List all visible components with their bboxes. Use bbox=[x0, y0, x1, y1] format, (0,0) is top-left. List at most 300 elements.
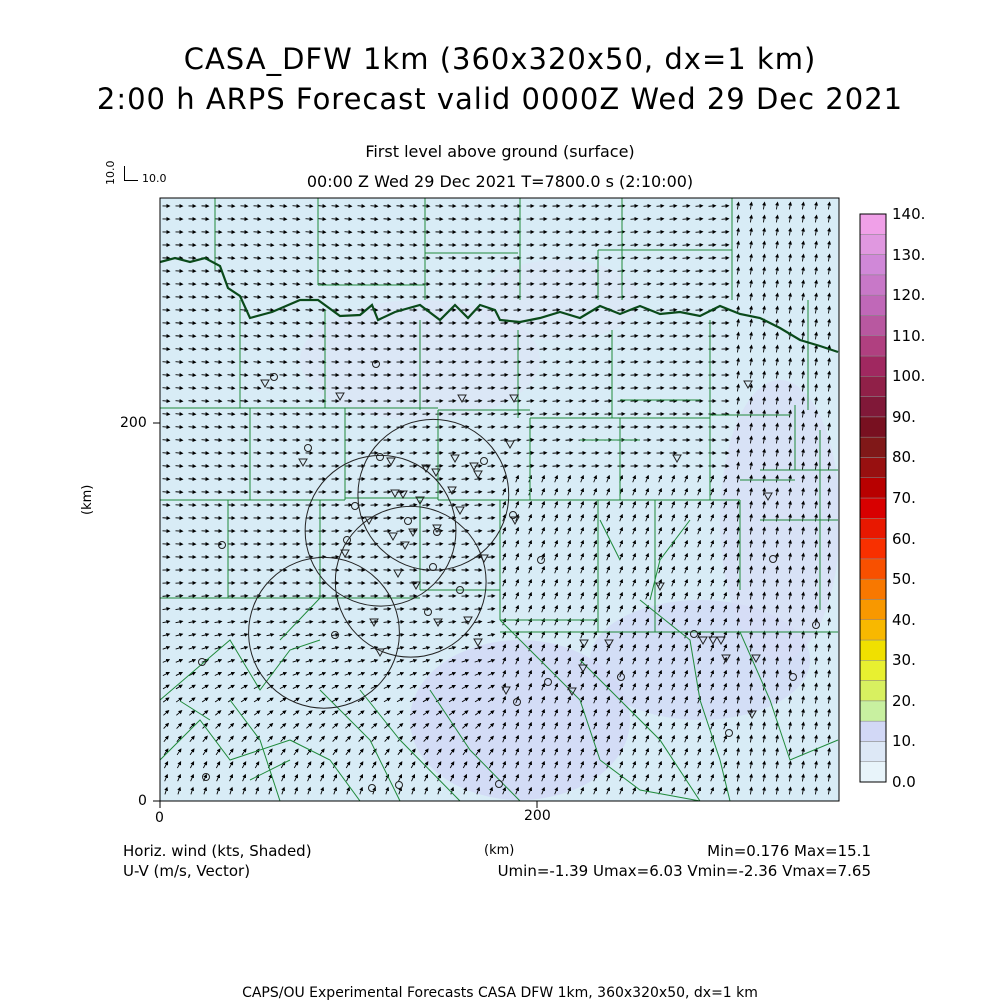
wind-vector bbox=[618, 219, 625, 220]
wind-vector bbox=[566, 336, 573, 337]
wind-vector bbox=[579, 323, 586, 324]
wind-vector bbox=[566, 427, 573, 428]
wind-vector bbox=[579, 414, 586, 415]
wind-vector bbox=[267, 609, 274, 610]
wind-vector bbox=[631, 245, 638, 246]
wind-vector bbox=[228, 414, 235, 415]
x-tick-0: 0 bbox=[155, 810, 164, 826]
wind-vector bbox=[241, 388, 248, 389]
wind-vector bbox=[527, 414, 534, 415]
wind-vector bbox=[605, 349, 612, 350]
wind-vector bbox=[579, 271, 586, 272]
wind-vector bbox=[241, 375, 248, 376]
wind-vector bbox=[319, 271, 326, 272]
wind-vector bbox=[215, 297, 222, 298]
wind-vector bbox=[306, 219, 313, 220]
wind-vector bbox=[319, 206, 326, 207]
wind-vector bbox=[683, 284, 690, 285]
wind-vector bbox=[488, 427, 495, 428]
wind-vector bbox=[709, 245, 716, 246]
wind-vector bbox=[176, 388, 183, 389]
wind-vector bbox=[293, 271, 300, 272]
colorbar-swatch bbox=[860, 356, 886, 376]
wind-vector bbox=[553, 310, 560, 311]
wind-vector bbox=[540, 336, 547, 337]
colorbar-label: 10. bbox=[892, 732, 916, 750]
wind-vector bbox=[592, 323, 599, 324]
wind-vector bbox=[540, 466, 547, 467]
wind-vector bbox=[501, 401, 508, 402]
wind-vector bbox=[202, 401, 209, 402]
wind-vector bbox=[618, 349, 625, 350]
wind-vector bbox=[553, 349, 560, 350]
wind-vector bbox=[566, 349, 573, 350]
wind-vector bbox=[670, 245, 677, 246]
wind-vector bbox=[371, 206, 378, 207]
wind-vector bbox=[696, 258, 703, 259]
wind-vector bbox=[202, 414, 209, 415]
wind-vector bbox=[163, 440, 170, 441]
wind-vector bbox=[254, 245, 261, 246]
colorbar-label: 110. bbox=[892, 327, 925, 345]
wind-vector bbox=[163, 362, 170, 363]
wind-vector bbox=[631, 284, 638, 285]
wind-vector bbox=[189, 401, 196, 402]
wind-vector bbox=[644, 245, 651, 246]
wind-vector bbox=[605, 245, 612, 246]
wind-vector bbox=[475, 531, 482, 532]
wind-vector bbox=[644, 297, 651, 298]
colorbar-label: 40. bbox=[892, 611, 916, 629]
wind-vector bbox=[358, 232, 365, 233]
wind-vector bbox=[670, 206, 677, 207]
wind-vector bbox=[657, 206, 664, 207]
wind-vector bbox=[670, 271, 677, 272]
wind-vector bbox=[644, 206, 651, 207]
wind-vector bbox=[592, 388, 599, 389]
wind-vector bbox=[176, 349, 183, 350]
wind-vector bbox=[579, 427, 586, 428]
wind-vector bbox=[631, 206, 638, 207]
wind-vector bbox=[449, 492, 456, 493]
wind-vector bbox=[605, 271, 612, 272]
wind-vector bbox=[293, 258, 300, 259]
wind-vector bbox=[163, 414, 170, 415]
wind-vector bbox=[163, 505, 170, 506]
wind-vector bbox=[722, 219, 729, 220]
wind-vector bbox=[319, 232, 326, 233]
wind-vector bbox=[540, 440, 547, 441]
wind-vector bbox=[644, 219, 651, 220]
wind-vector bbox=[397, 531, 404, 532]
wind-vector bbox=[423, 544, 430, 545]
wind-vector bbox=[488, 388, 495, 389]
wind-vector bbox=[501, 453, 508, 454]
wind-vector bbox=[293, 310, 300, 311]
wind-vector bbox=[202, 375, 209, 376]
wind-vector bbox=[670, 284, 677, 285]
wind-vector bbox=[189, 466, 196, 467]
colorbar-label: 120. bbox=[892, 286, 925, 304]
wind-vector bbox=[657, 323, 664, 324]
wind-vector bbox=[566, 375, 573, 376]
wind-vector bbox=[527, 388, 534, 389]
wind-vector bbox=[618, 284, 625, 285]
wind-vector bbox=[163, 375, 170, 376]
wind-vector bbox=[384, 531, 391, 532]
wind-vector bbox=[254, 271, 261, 272]
wind-vector bbox=[696, 219, 703, 220]
colorbar-swatch bbox=[860, 315, 886, 335]
wind-vector bbox=[644, 323, 651, 324]
uv-stats: Umin=-1.39 Umax=6.03 Vmin=-2.36 Vmax=7.65 bbox=[498, 862, 871, 880]
wind-vector bbox=[579, 349, 586, 350]
colorbar-label: 30. bbox=[892, 651, 916, 669]
wind-vector bbox=[631, 336, 638, 337]
wind-vector bbox=[254, 284, 261, 285]
wind-vector bbox=[566, 323, 573, 324]
wind-vector bbox=[215, 310, 222, 311]
wind-vector bbox=[293, 245, 300, 246]
wind-vector bbox=[618, 297, 625, 298]
wind-vector bbox=[566, 362, 573, 363]
wind-vector bbox=[306, 284, 313, 285]
wind-vector bbox=[462, 518, 469, 519]
wind-vector bbox=[683, 271, 690, 272]
wind-vector bbox=[670, 219, 677, 220]
wind-vector bbox=[514, 414, 521, 415]
wind-vector bbox=[332, 206, 339, 207]
wind-vector bbox=[605, 232, 612, 233]
wind-vector bbox=[215, 323, 222, 324]
wind-vector bbox=[345, 206, 352, 207]
wind-vector bbox=[202, 349, 209, 350]
wind-vector bbox=[514, 362, 521, 363]
wind-vector bbox=[540, 427, 547, 428]
wind-vector bbox=[683, 219, 690, 220]
wind-vector bbox=[228, 375, 235, 376]
wind-vector bbox=[280, 284, 287, 285]
wind-vector bbox=[644, 258, 651, 259]
wind-vector bbox=[358, 206, 365, 207]
wind-vector bbox=[241, 271, 248, 272]
wind-vector bbox=[189, 427, 196, 428]
colorbar-swatch bbox=[860, 518, 886, 538]
wind-vector bbox=[241, 323, 248, 324]
wind-vector bbox=[553, 336, 560, 337]
wind-vector bbox=[592, 284, 599, 285]
colorbar bbox=[860, 214, 886, 782]
wind-vector bbox=[176, 466, 183, 467]
wind-vector bbox=[618, 245, 625, 246]
wind-vector bbox=[202, 297, 209, 298]
wind-vector bbox=[566, 401, 573, 402]
wind-vector bbox=[475, 440, 482, 441]
wind-vector bbox=[228, 310, 235, 311]
wind-vector bbox=[332, 271, 339, 272]
wind-vector bbox=[176, 453, 183, 454]
wind-vector bbox=[202, 453, 209, 454]
colorbar-swatch bbox=[860, 539, 886, 559]
wind-vector bbox=[553, 375, 560, 376]
colorbar-swatch bbox=[860, 295, 886, 315]
wind-vector bbox=[228, 284, 235, 285]
wind-vector bbox=[163, 453, 170, 454]
wind-vector bbox=[280, 336, 287, 337]
wind-vector bbox=[579, 310, 586, 311]
colorbar-swatch bbox=[860, 255, 886, 275]
shading-legend: Horiz. wind (kts, Shaded) bbox=[123, 842, 312, 860]
wind-vector bbox=[189, 453, 196, 454]
wind-vector bbox=[423, 518, 430, 519]
wind-vector bbox=[527, 349, 534, 350]
wind-vector bbox=[462, 505, 469, 506]
wind-vector bbox=[163, 349, 170, 350]
wind-vector bbox=[514, 440, 521, 441]
wind-vector bbox=[293, 219, 300, 220]
wind-vector bbox=[293, 206, 300, 207]
wind-vector bbox=[592, 271, 599, 272]
wind-vector bbox=[553, 362, 560, 363]
wind-vector bbox=[176, 479, 183, 480]
wind-vector bbox=[696, 232, 703, 233]
wind-vector bbox=[280, 219, 287, 220]
wind-vector bbox=[202, 440, 209, 441]
wind-vector bbox=[436, 518, 443, 519]
wind-vector bbox=[228, 401, 235, 402]
wind-vector bbox=[436, 557, 443, 558]
wind-vector bbox=[475, 427, 482, 428]
vector-legend: U-V (m/s, Vector) bbox=[123, 862, 250, 880]
colorbar-swatch bbox=[860, 336, 886, 356]
wind-vector bbox=[605, 297, 612, 298]
wind-vector bbox=[202, 362, 209, 363]
wind-vector bbox=[280, 323, 287, 324]
wind-vector bbox=[488, 505, 495, 506]
wind-vector bbox=[566, 414, 573, 415]
wind-vector bbox=[605, 284, 612, 285]
wind-vector bbox=[605, 375, 612, 376]
wind-vector bbox=[384, 557, 391, 558]
wind-vector bbox=[280, 258, 287, 259]
wind-vector bbox=[215, 427, 222, 428]
wind-vector bbox=[436, 544, 443, 545]
wind-vector bbox=[657, 232, 664, 233]
wind-vector bbox=[215, 336, 222, 337]
wind-vector bbox=[410, 544, 417, 545]
wind-vector bbox=[553, 453, 560, 454]
wind-vector bbox=[267, 271, 274, 272]
wind-vector bbox=[644, 232, 651, 233]
colorbar-swatch bbox=[860, 397, 886, 417]
wind-vector bbox=[488, 479, 495, 480]
wind-vector bbox=[540, 349, 547, 350]
wind-vector bbox=[631, 323, 638, 324]
wind-vector bbox=[696, 206, 703, 207]
wind-vector bbox=[657, 271, 664, 272]
wind-vector bbox=[553, 388, 560, 389]
wind-vector bbox=[189, 596, 196, 597]
wind-vector bbox=[514, 375, 521, 376]
wind-vector bbox=[241, 349, 248, 350]
wind-vector bbox=[605, 323, 612, 324]
wind-vector bbox=[176, 401, 183, 402]
wind-vector bbox=[332, 245, 339, 246]
wind-vector bbox=[397, 557, 404, 558]
wind-vector bbox=[475, 505, 482, 506]
wind-vector bbox=[423, 479, 430, 480]
wind-vector bbox=[280, 245, 287, 246]
wind-vector bbox=[345, 232, 352, 233]
wind-vector bbox=[163, 466, 170, 467]
wind-vector bbox=[592, 375, 599, 376]
wind-vector bbox=[176, 440, 183, 441]
wind-vector bbox=[228, 297, 235, 298]
wind-vector bbox=[514, 453, 521, 454]
wind-vector bbox=[436, 505, 443, 506]
colorbar-swatch bbox=[860, 660, 886, 680]
wind-vector bbox=[579, 388, 586, 389]
footer-credit: CAPS/OU Experimental Forecasts CASA DFW 1km, 360x320x50, dx=1 km bbox=[0, 985, 1000, 1001]
wind-vector bbox=[488, 492, 495, 493]
wind-vector bbox=[553, 427, 560, 428]
wind-vector bbox=[254, 323, 261, 324]
wind-vector bbox=[306, 271, 313, 272]
wind-vector bbox=[722, 232, 729, 233]
wind-vector bbox=[228, 349, 235, 350]
colorbar-swatch bbox=[860, 214, 886, 234]
wind-vector bbox=[475, 414, 482, 415]
wind-vector bbox=[527, 336, 534, 337]
wind-vector bbox=[423, 531, 430, 532]
wind-vector bbox=[592, 362, 599, 363]
wind-vector bbox=[215, 375, 222, 376]
wind-vector bbox=[670, 258, 677, 259]
wind-vector bbox=[345, 258, 352, 259]
wind-vector bbox=[618, 362, 625, 363]
wind-vector bbox=[267, 349, 274, 350]
wind-vector bbox=[722, 206, 729, 207]
wind-vector bbox=[254, 232, 261, 233]
wind-vector bbox=[449, 557, 456, 558]
wind-vector bbox=[462, 440, 469, 441]
wind-vector bbox=[319, 284, 326, 285]
wind-vector bbox=[644, 271, 651, 272]
wind-vector bbox=[540, 323, 547, 324]
wind-vector bbox=[631, 219, 638, 220]
wind-vector bbox=[488, 440, 495, 441]
wind-vector bbox=[488, 401, 495, 402]
wind-vector bbox=[501, 375, 508, 376]
min-max-stats: Min=0.176 Max=15.1 bbox=[707, 842, 871, 860]
wind-vector bbox=[475, 466, 482, 467]
wind-vector bbox=[501, 427, 508, 428]
wind-vector bbox=[618, 271, 625, 272]
wind-vector bbox=[436, 479, 443, 480]
wind-vector bbox=[163, 479, 170, 480]
wind-vector bbox=[462, 544, 469, 545]
wind-vector bbox=[462, 479, 469, 480]
level-subtitle: First level above ground (surface) bbox=[0, 142, 1000, 161]
wind-vector bbox=[215, 414, 222, 415]
wind-vector bbox=[163, 492, 170, 493]
wind-vector bbox=[514, 466, 521, 467]
wind-vector bbox=[293, 284, 300, 285]
wind-vector bbox=[462, 492, 469, 493]
wind-vector bbox=[241, 245, 248, 246]
wind-vector bbox=[254, 336, 261, 337]
wind-vector bbox=[462, 531, 469, 532]
colorbar-label: 90. bbox=[892, 408, 916, 426]
wind-vector bbox=[228, 388, 235, 389]
y-axis-label: (km) bbox=[80, 485, 95, 515]
wind-vector bbox=[436, 609, 443, 610]
wind-vector bbox=[683, 245, 690, 246]
wind-vector bbox=[709, 232, 716, 233]
colorbar-swatch bbox=[860, 376, 886, 396]
wind-vector bbox=[345, 219, 352, 220]
map-forecast-title: 2:00 h ARPS Forecast valid 0000Z Wed 29 Dec 2021 bbox=[0, 82, 1000, 116]
wind-vector bbox=[280, 310, 287, 311]
wind-vector bbox=[189, 414, 196, 415]
wind-vector bbox=[189, 349, 196, 350]
colorbar-swatch bbox=[860, 721, 886, 741]
wind-vector bbox=[579, 375, 586, 376]
colorbar-swatch bbox=[860, 762, 886, 782]
x-tick-200: 200 bbox=[524, 808, 551, 824]
reference-vector-horizontal-label: 10.0 bbox=[142, 172, 167, 185]
wind-vector bbox=[423, 492, 430, 493]
colorbar-swatch bbox=[860, 620, 886, 640]
wind-vector bbox=[683, 206, 690, 207]
wind-vector bbox=[189, 388, 196, 389]
wind-vector bbox=[254, 310, 261, 311]
wind-vector bbox=[657, 258, 664, 259]
wind-vector bbox=[566, 297, 573, 298]
wind-vector bbox=[163, 388, 170, 389]
wind-vector bbox=[540, 414, 547, 415]
wind-vector bbox=[280, 609, 287, 610]
wind-vector bbox=[319, 219, 326, 220]
wind-vector bbox=[241, 362, 248, 363]
colorbar-swatch bbox=[860, 457, 886, 477]
wind-vector bbox=[202, 336, 209, 337]
colorbar-swatch bbox=[860, 478, 886, 498]
wind-vector bbox=[514, 427, 521, 428]
wind-vector bbox=[566, 388, 573, 389]
wind-vector bbox=[644, 284, 651, 285]
colorbar-swatch bbox=[860, 275, 886, 295]
wind-vector bbox=[241, 258, 248, 259]
wind-vector bbox=[566, 284, 573, 285]
wind-vector bbox=[527, 401, 534, 402]
wind-vector bbox=[579, 336, 586, 337]
wind-vector bbox=[579, 297, 586, 298]
wind-vector bbox=[670, 297, 677, 298]
wind-vector bbox=[501, 388, 508, 389]
wind-vector bbox=[189, 440, 196, 441]
colorbar-swatch bbox=[860, 599, 886, 619]
colorbar-label: 140. bbox=[892, 205, 925, 223]
wind-vector bbox=[176, 336, 183, 337]
colorbar-swatch bbox=[860, 681, 886, 701]
wind-vector bbox=[319, 258, 326, 259]
wind-vector bbox=[657, 310, 664, 311]
wind-vector bbox=[501, 466, 508, 467]
wind-vector bbox=[215, 388, 222, 389]
wind-vector bbox=[228, 323, 235, 324]
wind-vector bbox=[189, 336, 196, 337]
